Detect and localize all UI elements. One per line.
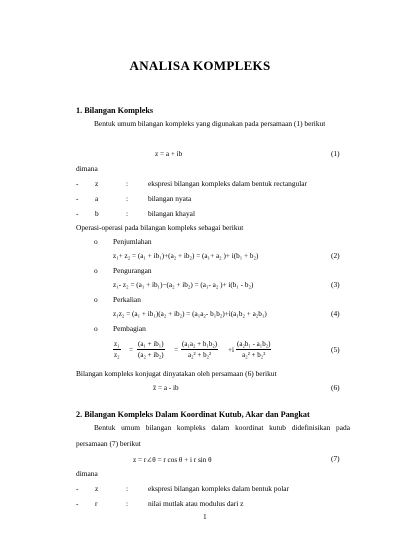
equation-6-number: (6) — [331, 383, 340, 392]
def-symbol: r — [95, 499, 98, 508]
equation-1: z = a + ib — [155, 150, 183, 158]
equation-1-number: (1) — [331, 149, 340, 158]
denominator: a₂² + b₂² — [242, 351, 266, 359]
plus-i: +i — [228, 346, 235, 354]
def-dash: - — [76, 209, 79, 218]
equals-sign: = — [174, 346, 179, 354]
equation-2-number: (2) — [331, 251, 340, 260]
denominator: (a₂ + ib₂) — [138, 351, 164, 359]
page-title: ANALISA KOMPLEKS — [129, 58, 271, 73]
section-1-intro: Bentuk umum bilangan kompleks yang digunakan pada persamaan (1) berikut — [94, 119, 326, 128]
fraction-real — [181, 340, 218, 359]
section-1-heading: 1. Bilangan Kompleks — [76, 106, 154, 115]
section-2-intro: Bentuk umum bilangan kompleks dalam koordinat kutub didefinisikan pada persamaan (7) berikut — [76, 423, 350, 448]
op-bullet: o — [94, 266, 98, 275]
def-dash: - — [76, 194, 79, 203]
section-2-heading: 2. Bilangan Kompleks Dalam Koordinat Kutub, Akar dan Pangkat — [76, 410, 310, 419]
equation-6: z̄ = a - ib — [153, 384, 179, 392]
dimana-label: dimana — [76, 164, 98, 173]
denominator: a₂² + b₂² — [187, 351, 212, 359]
def-description: bilangan khayal — [148, 209, 195, 218]
fraction-imaginary — [236, 340, 271, 359]
def-dash: - — [76, 484, 79, 493]
page-number: 1 — [203, 512, 207, 521]
numerator: (a₂b₁ - a₁b₂) — [237, 340, 271, 348]
operations-intro: Operasi-operasi pada bilangan kompleks sebagai berikut — [76, 223, 244, 232]
equation-4: z₁z₂ = (a₁ + ib₁)(a₂ + ib₂) = (a₁a₂- b₁b₂)+i(a₁b₂ + a₂b₁) — [113, 310, 267, 318]
numerator: (a₁ + ib₁) — [138, 340, 164, 348]
def-symbol: b — [95, 209, 99, 218]
dimana-label: dimana — [76, 469, 98, 478]
def-colon: : — [126, 194, 129, 203]
op-name: Penjumlahan — [113, 237, 152, 246]
denominator: z₂ — [114, 351, 120, 359]
equation-3: z₁- z₂ = (a₁ + ib₁)−(a₂ + ib₂) = (a₁- a₂ )+ i(b₁ - b₂) — [113, 281, 254, 289]
def-colon: : — [126, 499, 129, 508]
def-colon: : — [126, 179, 129, 188]
equation-3-number: (3) — [331, 280, 340, 289]
op-name: Pengurangan — [113, 266, 152, 275]
equation-4-number: (4) — [331, 309, 340, 318]
def-dash: - — [76, 499, 79, 508]
def-description: ekspresi bilangan kompleks dalam bentuk rectangular — [148, 179, 308, 188]
def-description: nilai mutlak atau modulus dari z — [148, 499, 244, 508]
conjugate-intro: Bilangan kompleks konjugat dinyatakan oleh persamaan (6) berikut — [76, 369, 277, 378]
def-description: ekspresi bilangan kompleks dalam bentuk polar — [148, 484, 290, 493]
def-dash: - — [76, 179, 79, 188]
def-symbol: z — [95, 484, 99, 493]
equation-7-number: (7) — [331, 454, 340, 463]
def-description: bilangan nyata — [148, 194, 192, 203]
equation-7: z = r∠θ = r cos θ + i r sin θ — [133, 456, 212, 464]
numerator: z₁ — [114, 340, 120, 348]
equation-2: z₁+ z₂ = (a₁ + ib₁)+(a₂ + ib₂) = (a₁+ a₂ )+ i(b₁ + b₂) — [113, 252, 259, 260]
def-symbol: z — [95, 179, 99, 188]
fraction-lhs — [113, 340, 121, 359]
def-colon: : — [126, 209, 129, 218]
fraction-middle — [137, 340, 165, 359]
equation-5-number: (5) — [331, 345, 340, 354]
op-bullet: o — [94, 295, 98, 304]
op-name: Pembagian — [113, 324, 146, 333]
equals-sign: = — [129, 346, 134, 354]
op-bullet: o — [94, 324, 98, 333]
def-symbol: a — [95, 194, 99, 203]
numerator: (a₁a₂ + b₁b₂) — [182, 340, 218, 348]
def-colon: : — [126, 484, 129, 493]
op-bullet: o — [94, 237, 98, 246]
op-name: Perkalian — [113, 295, 141, 304]
